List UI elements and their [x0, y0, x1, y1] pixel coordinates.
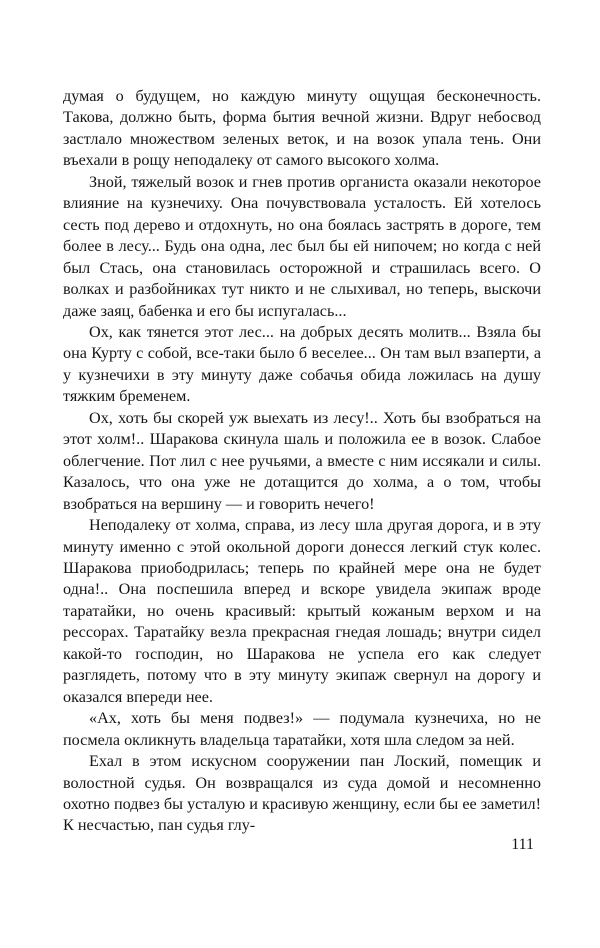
paragraph-4: Ох, хоть бы скорей уж выехать из лесу!.. Хоть бы взобраться на этот холм!.. Шаракова скинула шаль и положила ее в возок. Слабое облегчение. Пот лил с нее ручьями, а вместе с ним иссякали и силы. Казалось, что она уже не дотащится до холма, а о том, чтобы взобраться на вершину — и говорить нечего!	[63, 408, 541, 513]
paragraph-7: Ехал в этом искусном сооружении пан Лоский, помещик и волостной судья. Он возвращался из суда домой и несомненно охотно подвез бы усталую и красивую женщину, если бы ее заметил! К несчастью, пан судья глу-	[63, 752, 541, 835]
paragraph-5: Неподалеку от холма, справа, из лесу шла другая дорога, и в эту минуту именно с этой окольной дороги донесся легкий стук колес. Шаракова приободрилась; теперь по крайней мере она не будет одна!.. Она поспешила вперед и вскоре увидела экипаж вроде таратайки, но очень красивый: крытый кожаным верхом и на рессорах. Таратайку везла прекрасная гнедая лошадь; внутри сидел какой-то господин, но Шаракова не успела его как следует разглядеть, потому что в эту минуту экипаж свернул на дорогу и оказался впереди нее.	[63, 516, 541, 706]
paragraph-1: думая о будущем, но каждую минуту ощущая бесконечность. Такова, должно быть, форма бытия вечной жизни. Вдруг небосвод застлало множеством зеленых веток, и на возок упала тень. Они въехали в рощу неподалеку от самого высокого холма.	[63, 87, 541, 170]
page-body	[63, 86, 541, 837]
paragraph-6: «Ах, хоть бы меня подвез!» — подумала кузнечиха, но не посмела окликнуть владельца таратайки, хотя шла следом за ней.	[63, 709, 541, 749]
paragraph-3: Ох, как тянется этот лес... на добрых десять молитв... Взяла бы она Курту с собой, все-таки было б веселее... Он там выл взаперти, а у кузнечихи в эту минуту даже собачья обида ложилась на душу тяжким бременем.	[63, 322, 541, 406]
paragraph-2: Зной, тяжелый возок и гнев против органиста оказали некоторое влияние на кузнечиху. Она почувствовала усталость. Ей хотелось сесть под дерево и отдохнуть, но она боялась застрять в дороге, тем более в лесу... Будь она одна, лес был бы ей нипочем; но когда с ней был Стась, она становилась осторожной и страшилась всего. О волках и разбойниках тут никто и не слыхивал, но теперь, выскочи даже заяц, бабенка и его бы испугалась...	[63, 172, 541, 320]
page-number: 111	[511, 836, 534, 853]
